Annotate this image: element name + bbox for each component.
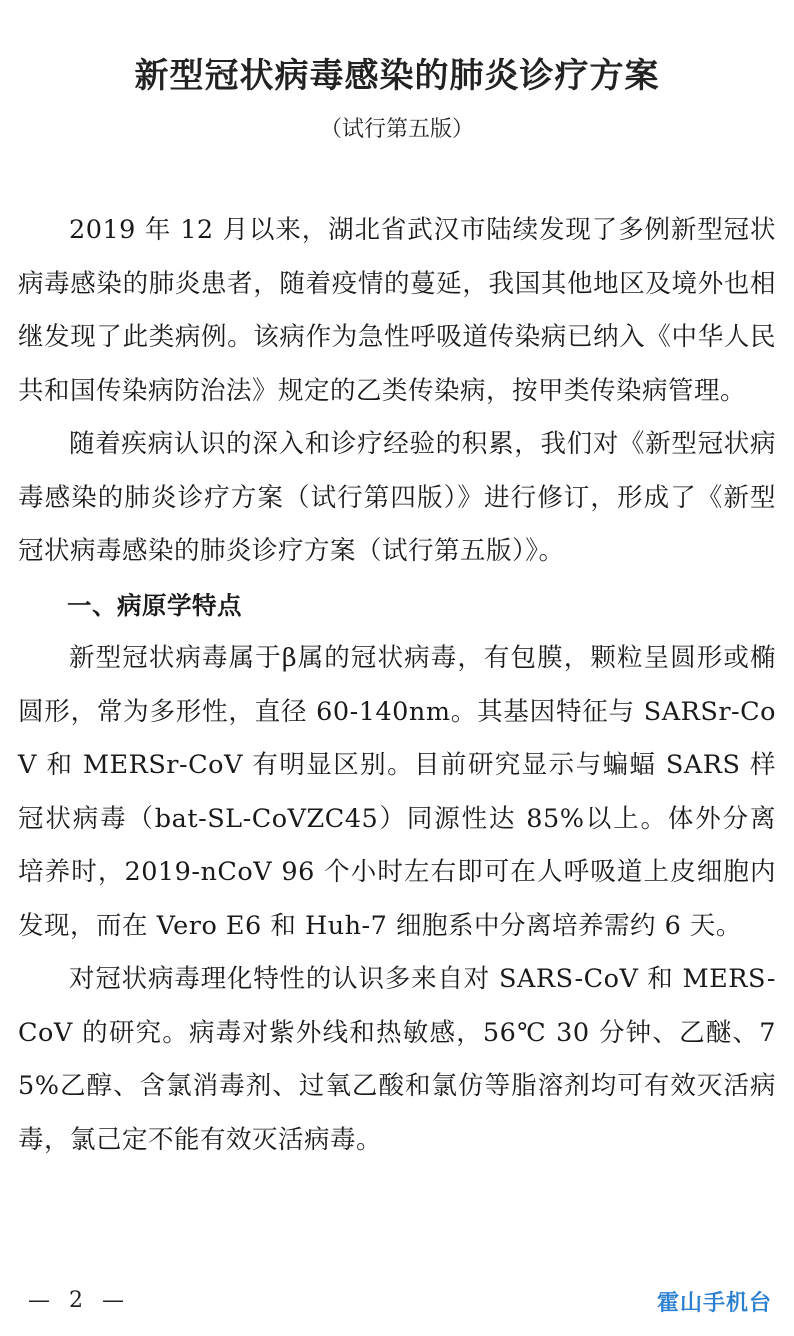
document-subtitle: （试行第五版） [319, 117, 474, 142]
intro-paragraph-2: 随着疾病认识的深入和诊疗经验的积累，我们对《新型冠状病毒感染的肺炎诊疗方案（试行第四版）》进行修订，形成了《新型冠状病毒感染的肺炎诊疗方案（试行第五版）》。 [18, 429, 776, 566]
intro-paragraph-1: 2019 年 12 月以来，湖北省武汉市陆续发现了多例新型冠状病毒感染的肺炎患者，随着疫情的蔓延，我国其他地区及境外也相继发现了此类病例。该病作为急性呼吸道传染病已纳入《中华人民共和国传染病防治法》规定的乙类传染病，按甲类传染病管理。 [18, 215, 776, 406]
document-title: 新型冠状病毒感染的肺炎诊疗方案 [134, 56, 660, 96]
section-paragraph-1: 新型冠状病毒属于β属的冠状病毒，有包膜，颗粒呈圆形或椭圆形，常为多形性，直径 60-140nm。其基因特征与 SARSr-CoV 和 MERSr-CoV 有明显区别。目前研究显示与蝙蝠 SARS 样冠状病毒（bat-SL-CoVZC45）同源性达 85%以上。体外分离培养时，2019-nCoV 96 个小时左右即可在人呼吸道上皮细胞内发现，而在 Vero E6 和 Huh-7 细胞系中分离培养需约 6 天。 [18, 643, 776, 941]
watermark-logo: 霍山手机台 [656, 1291, 772, 1316]
page-number: — 2 — [28, 1288, 130, 1313]
document-body [18, 204, 776, 1167]
section-paragraph-2: 对冠状病毒理化特性的认识多来自对 SARS-CoV 和 MERS-CoV 的研究。病毒对紫外线和热敏感，56℃ 30 分钟、乙醚、75%乙醇、含氯消毒剂、过氧乙酸和氯仿等脂溶剂均可有效灭活病毒，氯己定不能有效灭活病毒。 [18, 964, 776, 1155]
section-heading: 一、病原学特点 [67, 590, 242, 620]
